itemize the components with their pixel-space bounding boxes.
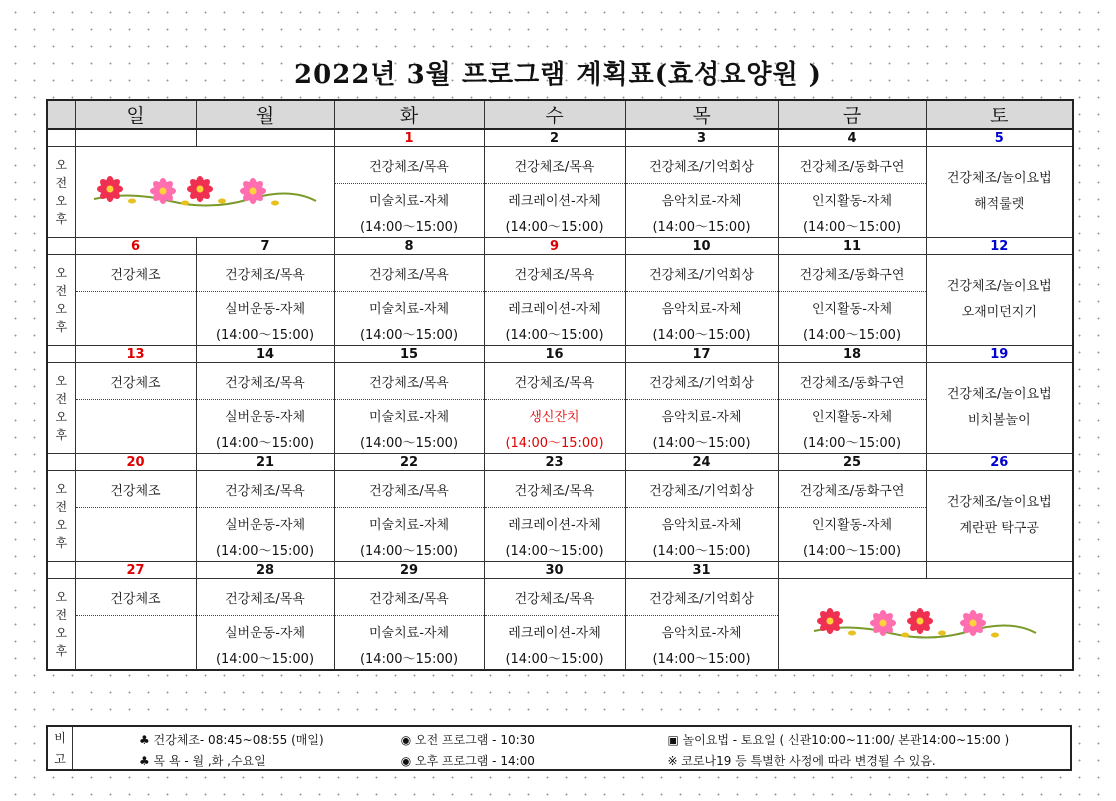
pm-time: (14:00～15:00): [802, 219, 902, 235]
program-cell-tue: [334, 255, 484, 346]
program-cell-sun: [75, 579, 196, 671]
pm-program: 실버운동-자체: [224, 301, 306, 317]
program-cell-wed: [484, 255, 625, 346]
flower-garland-icon: [810, 601, 1040, 647]
program-cell-content: [779, 255, 926, 345]
program-cell-fri: [778, 471, 926, 562]
program-cell-thu: [625, 471, 778, 562]
date-cell: 29: [334, 562, 484, 579]
date-cell: 9: [484, 238, 625, 255]
date-row: [47, 454, 1073, 471]
date-cell: 22: [334, 454, 484, 471]
program-cell-sun: [75, 471, 196, 562]
ampm-char: 전: [55, 176, 68, 190]
pm-time: (14:00～15:00): [215, 327, 315, 343]
pm-time: (14:00～15:00): [359, 435, 459, 451]
weekday-6: 토: [926, 100, 1073, 129]
bath-days-note: ♣ 목 욕 - 월 ,화 ,수요일: [138, 754, 266, 768]
saturday-program: 건강체조/놀이요법: [946, 387, 1052, 402]
am-program: 건강체조/목욕: [485, 579, 625, 616]
pm-time: (14:00～15:00): [505, 543, 604, 559]
program-cell-content: [76, 471, 196, 561]
pm-program: 실버운동-자체: [224, 409, 306, 425]
program-cell-sun: [75, 255, 196, 346]
ampm-char: 후: [55, 320, 68, 334]
remarks-label: [48, 727, 73, 769]
flower-decoration: [778, 579, 1073, 671]
date-cell: 20: [75, 454, 196, 471]
date-cell: 6: [75, 238, 196, 255]
weekday-2: 화: [334, 100, 484, 129]
date-cell: [196, 129, 334, 147]
am-program: 건강체조/목욕: [485, 471, 625, 508]
date-cell: [926, 562, 1073, 579]
date-row: [47, 346, 1073, 363]
pm-time: (14:00～15:00): [652, 543, 751, 559]
saturday-program: 건강체조/놀이요법: [946, 495, 1052, 510]
am-program: 건강체조/목욕: [197, 471, 334, 508]
date-cell: [778, 562, 926, 579]
exercise-time-note: ♣ 건강체조- 08:45~08:55 (매일): [138, 733, 324, 747]
ampm-char: 오: [55, 590, 68, 604]
am-program: 건강체조: [76, 579, 196, 616]
program-cell-mon: [196, 579, 334, 671]
pm-program: 미술치료-자체: [368, 301, 450, 317]
date-cell: 1: [334, 129, 484, 147]
am-program: 건강체조/기억회상: [626, 363, 778, 400]
pm-time: (14:00～15:00): [359, 219, 459, 235]
program-cell-content: [485, 579, 625, 669]
program-cell-tue: [334, 363, 484, 454]
pm-time: [76, 430, 196, 452]
am-program: 건강체조/목욕: [335, 255, 484, 292]
am-program: 건강체조: [76, 471, 196, 508]
pm-program: 음악치료-자체: [661, 409, 742, 425]
remarks-label-2: 고: [54, 752, 66, 766]
date-cell: 3: [625, 129, 778, 147]
program-cell-content: [335, 147, 484, 237]
am-program: 건강체조/기억회상: [626, 471, 778, 508]
date-cell: 28: [196, 562, 334, 579]
ampm-char: 오: [55, 266, 68, 280]
ampm-char: 전: [55, 392, 68, 406]
ampm-char: 오: [55, 626, 68, 640]
date-cell: 10: [625, 238, 778, 255]
pm-time: (14:00～15:00): [652, 435, 751, 451]
date-cell: 7: [196, 238, 334, 255]
date-row-blank: [47, 454, 75, 471]
date-cell: 8: [334, 238, 484, 255]
date-cell: 31: [625, 562, 778, 579]
ampm-char: 전: [55, 608, 68, 622]
am-program-note: ◉ 오전 프로그램 - 10:30: [400, 733, 535, 747]
flower-wrap: [76, 147, 334, 237]
pm-program: 음악치료-자체: [661, 625, 742, 641]
program-cell-mon: [196, 363, 334, 454]
saturday-activity: 비치볼놀이: [967, 413, 1031, 428]
date-cell: 12: [926, 238, 1073, 255]
pm-program: [76, 400, 196, 430]
pm-time: [76, 322, 196, 344]
am-program: 건강체조/기억회상: [626, 579, 778, 616]
program-cell-fri: [778, 147, 926, 238]
am-program: 건강체조/목욕: [197, 363, 334, 400]
pm-program: [76, 616, 196, 646]
remarks-col-1: [73, 727, 345, 769]
pm-time: (14:00～15:00): [652, 327, 751, 343]
program-cell-content: [335, 471, 484, 561]
date-cell: 2: [484, 129, 625, 147]
activity-row: [47, 147, 1073, 238]
date-cell: 30: [484, 562, 625, 579]
date-cell: 26: [926, 454, 1073, 471]
pm-time: (14:00～15:00): [652, 219, 751, 235]
pm-program: 실버운동-자체: [224, 625, 306, 641]
program-cell-content: [779, 147, 926, 237]
pm-program: 인지활동-자체: [811, 301, 893, 317]
weekday-4: 목: [625, 100, 778, 129]
program-cell-content: [76, 579, 196, 669]
am-program: 건강체조/목욕: [485, 255, 625, 292]
pm-program: 레크레이션-자체: [508, 301, 601, 317]
date-cell: 16: [484, 346, 625, 363]
pm-program: 미술치료-자체: [368, 517, 450, 533]
program-cell-content: [485, 255, 625, 345]
program-cell-content: [626, 579, 778, 669]
flower-wrap: [779, 579, 1073, 669]
program-cell-content: [626, 471, 778, 561]
program-cell-content: [335, 255, 484, 345]
program-cell-thu: [625, 147, 778, 238]
am-program: 건강체조/목욕: [335, 363, 484, 400]
am-program: 건강체조/동화구연: [779, 363, 926, 400]
program-cell-thu: [625, 363, 778, 454]
ampm-char: 후: [55, 428, 68, 442]
pm-time: [76, 538, 196, 560]
program-cell-content: [197, 579, 334, 669]
pm-program: 미술치료-자체: [368, 409, 450, 425]
weekday-1: 월: [196, 100, 334, 129]
weekday-5: 금: [778, 100, 926, 129]
pm-time: (14:00～15:00): [215, 651, 315, 667]
program-cell-fri: [778, 363, 926, 454]
pm-program: [76, 292, 196, 322]
program-cell-content: [197, 471, 334, 561]
weekday-0: 일: [75, 100, 196, 129]
pm-time: (14:00～15:00): [505, 435, 604, 451]
ampm-char: 오: [55, 482, 68, 496]
am-program: 건강체조/목욕: [197, 255, 334, 292]
program-cell-content: [779, 363, 926, 453]
date-cell: 19: [926, 346, 1073, 363]
date-cell: 5: [926, 129, 1073, 147]
date-row: [47, 562, 1073, 579]
date-cell: 14: [196, 346, 334, 363]
date-cell: 4: [778, 129, 926, 147]
program-cell-content: [76, 255, 196, 345]
program-cell-mon: [196, 255, 334, 346]
ampm-char: 후: [55, 212, 68, 226]
pm-program: 음악치료-자체: [661, 301, 742, 317]
pm-time: (14:00～15:00): [215, 543, 315, 559]
pm-time: (14:00～15:00): [505, 651, 604, 667]
am-program: 건강체조/기억회상: [626, 147, 778, 184]
date-row: [47, 129, 1073, 147]
pm-program: [76, 508, 196, 538]
date-row-blank: [47, 346, 75, 363]
pm-time: (14:00～15:00): [505, 327, 604, 343]
program-cell-content: [485, 147, 625, 237]
program-cell-tue: [334, 579, 484, 671]
am-program: 건강체조/동화구연: [779, 471, 926, 508]
program-cell-tue: [334, 147, 484, 238]
weekday-header-row: [47, 100, 1073, 129]
program-cell-content: [197, 255, 334, 345]
flower-decoration: [75, 147, 334, 238]
program-cell-thu: [625, 255, 778, 346]
ampm-label: [47, 471, 75, 562]
am-program: 건강체조/목욕: [335, 579, 484, 616]
program-cell-content: [197, 363, 334, 453]
program-cell-wed: [484, 579, 625, 671]
am-program: 건강체조/기억회상: [626, 255, 778, 292]
program-cell-wed: [484, 147, 625, 238]
am-program: 건강체조/목욕: [197, 579, 334, 616]
date-cell: [75, 129, 196, 147]
program-cell-content: [485, 471, 625, 561]
pm-time: (14:00～15:00): [505, 219, 604, 235]
program-cell-mon: [196, 471, 334, 562]
date-cell: 27: [75, 562, 196, 579]
date-row-blank: [47, 238, 75, 255]
activity-row: [47, 471, 1073, 562]
program-cell-sat: [926, 255, 1073, 346]
activity-row: [47, 363, 1073, 454]
date-cell: 25: [778, 454, 926, 471]
pm-time: (14:00～15:00): [359, 327, 459, 343]
pm-program: 인지활동-자체: [811, 193, 893, 209]
date-cell: 21: [196, 454, 334, 471]
program-cell-content: [626, 255, 778, 345]
ampm-char: 오: [55, 410, 68, 424]
date-cell: 23: [484, 454, 625, 471]
remarks-label-1: 비: [54, 731, 66, 745]
ampm-char: 전: [55, 500, 68, 514]
flower-garland-icon: [90, 169, 320, 215]
remarks-col-2: [345, 727, 615, 769]
program-cell-content: [335, 363, 484, 453]
date-cell: 15: [334, 346, 484, 363]
pm-time: (14:00～15:00): [359, 543, 459, 559]
program-cell-content: [626, 363, 778, 453]
date-cell: 13: [75, 346, 196, 363]
saturday-activity: 해적룰렛: [974, 197, 1025, 212]
covid-notice: ※ 코로나19 등 특별한 사정에 따라 변경될 수 있음.: [667, 754, 936, 768]
am-program: 건강체조/목욕: [485, 363, 625, 400]
play-therapy-note: ▣ 놀이요법 - 토요일 ( 신관10:00~11:00/ 본관14:00~15:00 ): [667, 733, 1010, 747]
program-cell-sat: [926, 147, 1073, 238]
date-cell: 24: [625, 454, 778, 471]
program-cell-content: [76, 363, 196, 453]
pm-time: (14:00～15:00): [802, 435, 902, 451]
ampm-char: 오: [55, 518, 68, 532]
saturday-program: 건강체조/놀이요법: [946, 171, 1052, 186]
program-cell-fri: [778, 255, 926, 346]
program-cell-content: [485, 363, 625, 453]
program-cell-content: [335, 579, 484, 669]
pm-time: (14:00～15:00): [802, 327, 902, 343]
ampm-char: 오: [55, 374, 68, 388]
weekday-3: 수: [484, 100, 625, 129]
activity-row: [47, 255, 1073, 346]
program-cell-content: [626, 147, 778, 237]
date-cell: 17: [625, 346, 778, 363]
pm-program: 생신잔치: [529, 409, 580, 425]
am-program: 건강체조/동화구연: [779, 255, 926, 292]
pm-program: 음악치료-자체: [661, 517, 742, 533]
pm-time: [76, 646, 196, 668]
pm-time: (14:00～15:00): [802, 543, 902, 559]
pm-program: 실버운동-자체: [224, 517, 306, 533]
ampm-char: 오: [55, 158, 68, 172]
pm-program: 미술치료-자체: [368, 625, 450, 641]
am-program: 건강체조: [76, 363, 196, 400]
ampm-char: 오: [55, 302, 68, 316]
pm-program: 인지활동-자체: [811, 409, 893, 425]
date-row-blank: [47, 129, 75, 147]
ampm-label: [47, 147, 75, 238]
program-cell-sat: [926, 363, 1073, 454]
ampm-char: 후: [55, 536, 68, 550]
pm-program: 레크레이션-자체: [508, 517, 601, 533]
activity-row: [47, 579, 1073, 671]
date-cell: 18: [778, 346, 926, 363]
corner-cell: [47, 100, 75, 129]
pm-program: 음악치료-자체: [661, 193, 742, 209]
saturday-program: 건강체조/놀이요법: [946, 279, 1052, 294]
remarks-box: [46, 725, 1072, 771]
pm-program: 인지활동-자체: [811, 517, 893, 533]
saturday-activity: 계란판 탁구공: [959, 521, 1039, 536]
ampm-label: [47, 363, 75, 454]
program-cell-wed: [484, 363, 625, 454]
am-program: 건강체조/목욕: [335, 471, 484, 508]
pm-program: 미술치료-자체: [368, 193, 450, 209]
date-row: [47, 238, 1073, 255]
calendar-table: [46, 99, 1074, 671]
am-program: 건강체조/목욕: [485, 147, 625, 184]
saturday-activity: 오재미던지기: [961, 305, 1037, 320]
ampm-char: 오: [55, 194, 68, 208]
am-program: 건강체조: [76, 255, 196, 292]
program-cell-sun: [75, 363, 196, 454]
program-cell-sat: [926, 471, 1073, 562]
ampm-char: 전: [55, 284, 68, 298]
pm-time: (14:00～15:00): [652, 651, 751, 667]
page-title: 2022년 3월 프로그램 계획표(효성요양원 ): [294, 60, 822, 90]
pm-program: 레크레이션-자체: [508, 193, 601, 209]
remarks-col-3: [614, 727, 1070, 769]
pm-program: 레크레이션-자체: [508, 625, 601, 641]
ampm-char: 후: [55, 644, 68, 658]
am-program: 건강체조/동화구연: [779, 147, 926, 184]
pm-time: (14:00～15:00): [359, 651, 459, 667]
ampm-label: [47, 579, 75, 671]
program-cell-wed: [484, 471, 625, 562]
program-cell-tue: [334, 471, 484, 562]
program-cell-thu: [625, 579, 778, 671]
am-program: 건강체조/목욕: [335, 147, 484, 184]
date-cell: 11: [778, 238, 926, 255]
pm-program-note: ◉ 오후 프로그램 - 14:00: [400, 754, 535, 768]
pm-time: (14:00～15:00): [215, 435, 315, 451]
ampm-label: [47, 255, 75, 346]
date-row-blank: [47, 562, 75, 579]
program-cell-content: [779, 471, 926, 561]
